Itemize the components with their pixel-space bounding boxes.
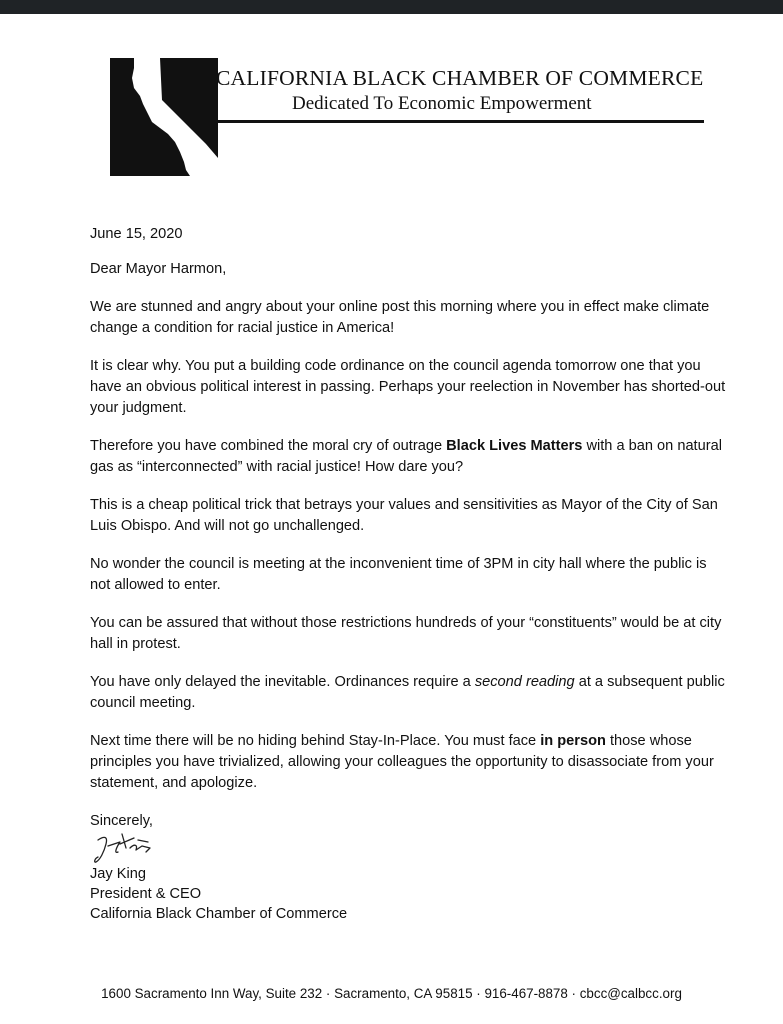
paragraph-8-bold-phrase: in person xyxy=(540,733,606,749)
organization-name: CALIFORNIA BLACK CHAMBER OF COMMERCE xyxy=(216,66,704,90)
salutation: Dear Mayor Harmon, xyxy=(90,261,227,277)
paragraph-3-text-end: with a ban on natural gas as “interconnected” with racial justice! How dare you? xyxy=(90,438,722,475)
paragraph-7-text-end: at a subsequent public council meeting. xyxy=(90,674,725,711)
paragraph-7-text-start: You have only delayed the inevitable. Ordinances require a xyxy=(90,674,475,690)
top-bar xyxy=(0,0,783,14)
paragraph-8-text-start: Next time there will be no hiding behind Stay-In-Place. You must face xyxy=(90,733,541,749)
paragraph-7 xyxy=(90,672,730,714)
signer-organization: California Black Chamber of Commerce xyxy=(90,906,348,922)
paragraph-3-text-start: Therefore you have combined the moral cry of outrage xyxy=(90,438,447,454)
handwritten-signature xyxy=(90,826,170,866)
paragraph-3 xyxy=(90,436,730,478)
letter-date: June 15, 2020 xyxy=(90,226,183,242)
paragraph-8 xyxy=(90,731,730,794)
paragraph-8-text-end: those whose principles you have trivialized, allowing your colleagues the opportunity to disassociate from your statement, and apologize. xyxy=(90,733,714,791)
organization-tagline: Dedicated To Economic Empowerment xyxy=(292,93,592,114)
signature-block xyxy=(90,864,347,924)
letterhead-divider xyxy=(214,120,704,123)
paragraph-3-bold-phrase: Black Lives Matters xyxy=(446,438,583,454)
paragraph-6: You can be assured that without those restrictions hundreds of your “constituents” would be at city hall in protest. xyxy=(90,615,722,652)
signer-name: Jay King xyxy=(90,866,146,882)
closing: Sincerely, xyxy=(90,813,153,829)
letter-body xyxy=(90,224,730,832)
signer-title: President & CEO xyxy=(90,886,202,902)
california-state-silhouette-icon xyxy=(110,58,218,176)
paragraph-4: This is a cheap political trick that betrays your values and sensitivities as Mayor of the City of San Luis Obispo. And will not go unchallenged. xyxy=(90,497,718,534)
paragraph-1: We are stunned and angry about your online post this morning where you in effect make climate change a condition for racial justice in America! xyxy=(90,299,710,336)
paragraph-5: No wonder the council is meeting at the inconvenient time of 3PM in city hall where the public is not allowed to enter. xyxy=(90,556,707,593)
footer-address: 1600 Sacramento Inn Way, Suite 232 · Sacramento, CA 95815 · 916-467-8878 · cbcc@calbcc.org xyxy=(101,986,682,1001)
paragraph-7-italic-phrase: second reading xyxy=(474,674,575,690)
paragraph-2: It is clear why. You put a building code ordinance on the council agenda tomorrow one that you have an obvious political interest in passing. Perhaps your reelection in November has shorted-out your judgment. xyxy=(90,358,726,416)
